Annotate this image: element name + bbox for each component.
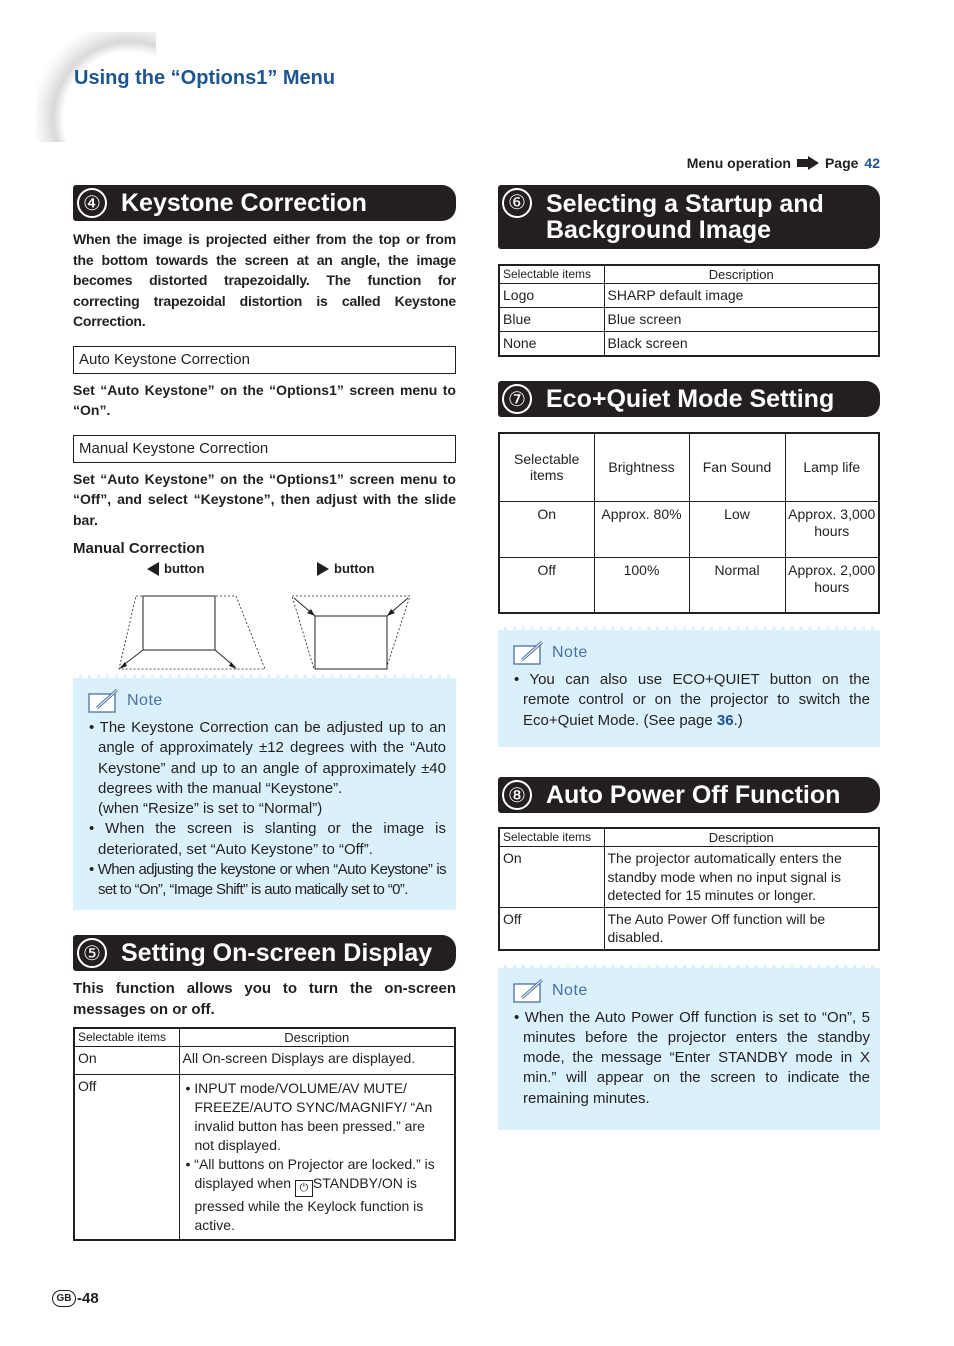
table-cell: Normal <box>689 557 785 613</box>
menu-operation-reference <box>687 155 880 171</box>
autopower-section-heading <box>498 777 880 813</box>
section-title: Selecting a Startup and Background Image <box>546 190 824 244</box>
cell-bullet: • “All buttons on Projector are locked.” is displayed when ⏻ STANDBY/ON is pressed while the Keylock function is active. <box>185 1156 435 1233</box>
table-row <box>499 907 879 950</box>
menu-operation-label: Menu operation <box>686 155 791 171</box>
manual-correction-heading: Manual Correction <box>73 540 205 557</box>
section-number-badge: ⑤ <box>77 938 107 968</box>
table-row <box>499 308 879 332</box>
startup-table <box>498 264 880 357</box>
power-icon: ⏻ <box>295 1180 313 1197</box>
column-header: Selectable items <box>74 1028 179 1047</box>
table-cell: Off <box>499 907 604 950</box>
table-cell: On <box>499 501 594 557</box>
note-heading <box>512 640 870 666</box>
column-header: Brightness <box>594 433 689 501</box>
table-row <box>74 1047 455 1075</box>
table-header-row <box>499 433 879 501</box>
table-cell: The projector automatically enters the standby mode when no input signal is detected for 15 minutes or longer. <box>604 847 879 908</box>
manual-keystone-label: Manual Keystone Correction <box>73 435 456 463</box>
page-number: -48 <box>77 1290 99 1307</box>
note-item-sub: (when “Resize” is set to “Normal”) <box>98 800 323 818</box>
right-arrow-icon <box>797 156 819 170</box>
note-item: • You can also use ECO+QUIET button on the remote control or on the projector to switch the Eco+Quiet Mode. (See page 36.) <box>512 670 870 731</box>
column-header: Description <box>179 1028 455 1047</box>
onscreen-table <box>73 1027 456 1241</box>
table-row <box>499 332 879 357</box>
autopower-table <box>498 827 880 951</box>
note-title: Note <box>127 692 163 709</box>
right-column <box>498 185 880 1130</box>
autopower-note <box>498 965 880 1130</box>
startup-section-heading <box>498 185 880 249</box>
note-title: Note <box>552 644 588 661</box>
table-row <box>499 501 879 557</box>
note-item: • When the Auto Power Off function is set to “On”, 5 minutes before the projector enters the standby mode, the message “Enter STANDBY mode in X min.” will appear on the screen to indicate the remaining minutes. <box>512 1008 870 1109</box>
note-item: • The Keystone Correction can be adjusted up to an angle of approximately ±12 degrees with the “Auto Keystone” and up to an angle of approximately ±40 degrees with the manual “Keystone”. <box>87 718 446 799</box>
keystone-section-heading <box>73 185 456 221</box>
table-cell: None <box>499 332 604 357</box>
table-header-row <box>499 828 879 847</box>
manual-keystone-instruction: Set “Auto Keystone” on the “Options1” screen menu to “Off”, and select “Keystone”, then adjust with the slide bar. <box>73 470 456 528</box>
note-item: • When adjusting the keystone or when “Auto Keystone” is set to “On”, “Image Shift” is auto matically set to “0”. <box>87 860 446 901</box>
page-link[interactable]: 42 <box>864 155 880 171</box>
eco-section-heading <box>498 381 880 417</box>
column-header: Lamp life <box>785 433 879 501</box>
auto-keystone-instruction: Set “Auto Keystone” on the “Options1” screen menu to “On”. <box>73 381 456 418</box>
section-number-badge: ⑦ <box>502 384 532 414</box>
keystone-note <box>73 675 456 910</box>
autopower-note-list <box>512 1008 870 1109</box>
section-title: Setting On-screen Display <box>121 938 433 967</box>
cell-bullet: • INPUT mode/VOLUME/AV MUTE/ FREEZE/AUTO SYNC/MAGNIFY/ “An invalid button has been pressed.” are not displayed. <box>185 1080 433 1153</box>
table-cell: On <box>499 847 604 908</box>
section-title: Keystone Correction <box>121 188 367 217</box>
table-cell: Blue <box>499 308 604 332</box>
table-cell: The Auto Power Off function will be disabled. <box>604 907 879 950</box>
right-button-label: button <box>334 561 375 576</box>
note-heading <box>87 688 446 714</box>
table-cell: 100% <box>594 557 689 613</box>
auto-keystone-label: Auto Keystone Correction <box>73 346 456 374</box>
section-number-badge: ⑧ <box>502 780 532 810</box>
table-cell: All On-screen Displays are displayed. <box>179 1047 455 1075</box>
table-row <box>499 847 879 908</box>
note-title: Note <box>552 981 588 999</box>
column-header: Selectable items <box>499 265 604 284</box>
left-button-label: button <box>164 561 205 576</box>
table-row <box>499 284 879 308</box>
note-heading <box>512 978 870 1004</box>
table-cell <box>179 1075 455 1241</box>
keystone-note-list <box>87 718 446 901</box>
column-header: Fan Sound <box>689 433 785 501</box>
region-badge: GB <box>52 1290 76 1307</box>
section-number-badge: ④ <box>77 188 107 218</box>
eco-table <box>498 432 880 614</box>
column-header: Selectable items <box>499 433 594 501</box>
keystone-intro: When the image is projected either from the top or from the bottom towards the screen at an angle, the image becomes distorted trapezoidally. The function for correcting trapezoidal distortion is called Keystone Correction. <box>73 231 456 329</box>
eco-note <box>498 627 880 747</box>
table-header-row <box>499 265 879 284</box>
page-title: Using the “Options1” Menu <box>74 67 336 89</box>
table-cell: Approx. 80% <box>594 501 689 557</box>
keystone-diagram <box>73 561 456 671</box>
table-cell: Low <box>689 501 785 557</box>
section-title: Auto Power Off Function <box>546 780 841 809</box>
table-cell: Approx. 2,000 hours <box>785 557 879 613</box>
eco-note-list <box>512 670 870 731</box>
page-footer <box>52 1290 99 1307</box>
section-number-badge: ⑥ <box>502 188 532 218</box>
table-row <box>74 1075 455 1241</box>
note-item: • When the screen is slanting or the image is deteriorated, set “Auto Keystone” to “Off”. <box>87 819 446 860</box>
section-title: Eco+Quiet Mode Setting <box>546 384 835 413</box>
table-header-row <box>74 1028 455 1047</box>
table-cell: On <box>74 1047 179 1075</box>
column-header: Description <box>604 265 879 284</box>
pencil-note-icon <box>87 688 123 714</box>
keystone-trapezoid-illustration <box>73 561 456 671</box>
pencil-note-icon <box>512 978 548 1004</box>
table-cell: SHARP default image <box>604 284 879 308</box>
page-link[interactable]: 36 <box>716 711 734 729</box>
table-cell: Off <box>74 1075 179 1241</box>
table-cell: Off <box>499 557 594 613</box>
pencil-note-icon <box>512 640 548 666</box>
page-label: Page <box>824 155 859 171</box>
table-cell: Approx. 3,000 hours <box>785 501 879 557</box>
left-column <box>73 185 456 1241</box>
table-cell: Blue screen <box>604 308 879 332</box>
column-header: Description <box>604 828 879 847</box>
onscreen-intro: This function allows you to turn the on-screen messages on or off. <box>73 980 456 1018</box>
table-cell: Logo <box>499 284 604 308</box>
onscreen-section-heading <box>73 935 456 971</box>
table-row <box>499 557 879 613</box>
table-cell: Black screen <box>604 332 879 357</box>
column-header: Selectable items <box>499 828 604 847</box>
